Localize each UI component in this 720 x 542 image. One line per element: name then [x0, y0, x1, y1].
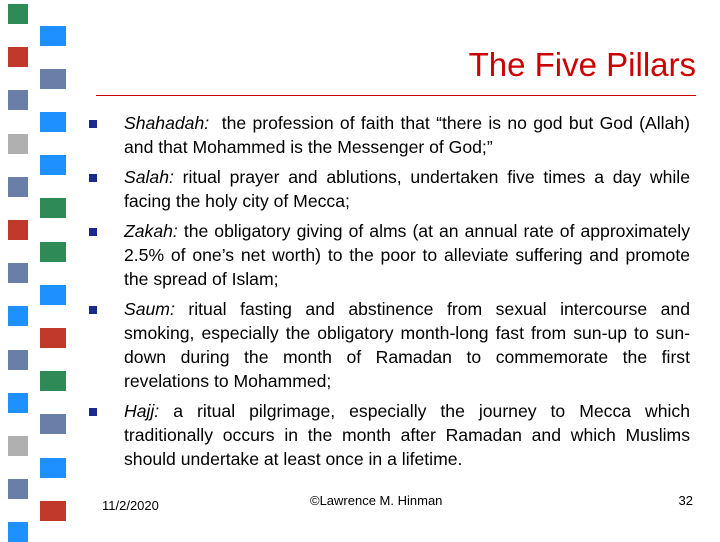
bullet-list [86, 111, 695, 477]
decorative-stripe [40, 458, 66, 478]
bullet-item-saum [86, 297, 690, 393]
square-bullet-icon [89, 306, 97, 314]
decorative-stripe [8, 479, 28, 499]
page-number: 32 [678, 493, 693, 508]
pillar-term: Saum: [124, 299, 175, 319]
decorative-stripe [8, 4, 28, 24]
bullet-item-shahadah [86, 111, 695, 159]
pillar-description: the obligatory giving of alms (at an annual rate of approximately 2.5% of one’s net worth) to the poor to alleviate suffering and promote the spread of Islam; [124, 221, 690, 289]
decorative-stripes [0, 0, 82, 540]
pillar-term: Hajj: [124, 401, 160, 421]
pillar-description: ritual prayer and ablutions, undertaken five times a day while facing the holy city of Mecca; [124, 167, 690, 211]
pillar-term: Salah: [124, 167, 174, 187]
decorative-stripe [40, 414, 66, 434]
decorative-stripe [40, 198, 66, 218]
square-bullet-icon [89, 408, 97, 416]
decorative-stripe [8, 263, 28, 283]
bullet-item-salah [86, 165, 690, 213]
bullet-item-zakah [86, 219, 690, 291]
decorative-stripe [40, 69, 66, 89]
footer-date: 11/2/2020 [102, 498, 159, 513]
decorative-stripe [40, 328, 66, 348]
decorative-stripe [40, 371, 66, 391]
decorative-stripe [8, 393, 28, 413]
decorative-stripe [40, 155, 66, 175]
square-bullet-icon [89, 120, 97, 128]
footer-copyright: ©Lawrence M. Hinman [310, 493, 443, 508]
decorative-stripe [8, 220, 28, 240]
pillar-description: a ritual pilgrimage, especially the journey to Mecca which traditionally occurs in the month after Ramadan and which Muslims should undertake at least once in a lifetime. [124, 401, 690, 469]
slide-title: The Five Pillars [468, 46, 696, 83]
decorative-stripe [8, 436, 28, 456]
decorative-stripe [40, 242, 66, 262]
title-divider [96, 95, 696, 96]
pillar-description: the profession of faith that “there is no god but God (Allah) and that Mohammed is the Messenger of God;” [124, 113, 695, 157]
decorative-stripe [8, 134, 28, 154]
decorative-stripe [40, 26, 66, 46]
bullet-item-hajj [86, 399, 690, 471]
square-bullet-icon [89, 174, 97, 182]
decorative-stripe [40, 112, 66, 132]
decorative-stripe [8, 47, 28, 67]
decorative-stripe [40, 501, 66, 521]
square-bullet-icon [89, 228, 97, 236]
decorative-stripe [40, 285, 66, 305]
pillar-term: Zakah: [124, 221, 178, 241]
pillar-description: ritual fasting and abstinence from sexual intercourse and smoking, especially the obligatory month-long fast from sun-up to sun-down during the month of Ramadan to commemorate the first revelations to Mohammed; [124, 299, 690, 391]
decorative-stripe [8, 177, 28, 197]
decorative-stripe [8, 306, 28, 326]
pillar-term: Shahadah: [124, 113, 210, 133]
decorative-stripe [8, 90, 28, 110]
decorative-stripe [8, 522, 28, 542]
decorative-stripe [8, 350, 28, 370]
